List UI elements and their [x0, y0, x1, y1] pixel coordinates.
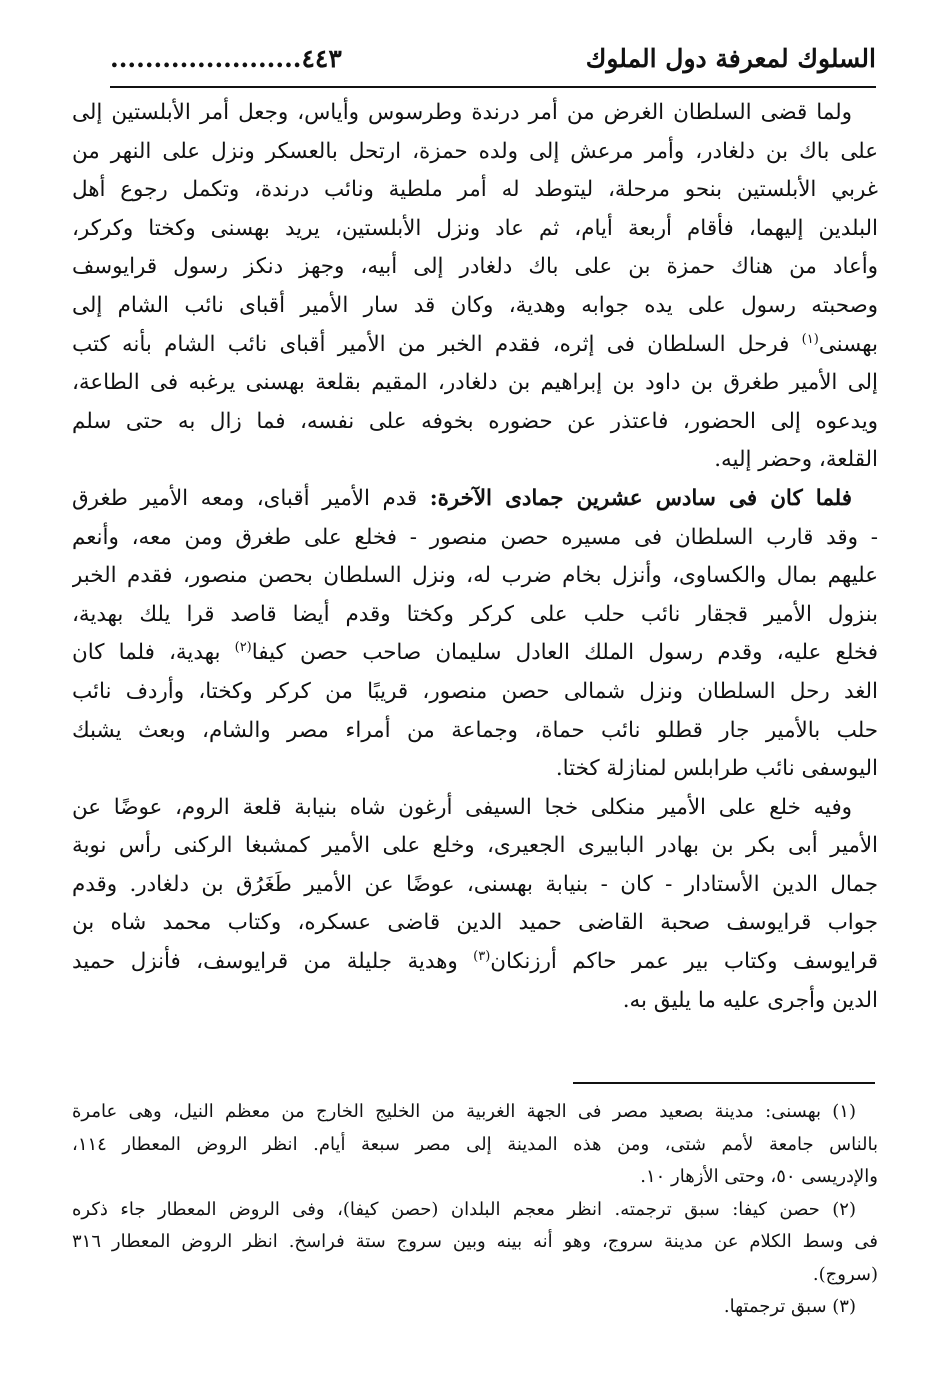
- text-line: القلعة، وحضر إليه.: [714, 447, 878, 473]
- text-line: جمال الدين الأستادار - كان - بنيابة بهسنى، عوضًا عن الأمير طَغَرُق بن دلغادر. وقدم: [72, 871, 878, 897]
- footnote-ref-1[interactable]: (١): [801, 331, 819, 347]
- text-fragment: بهسنى: [818, 331, 878, 357]
- text-line: عليهم بمال والكساوى، وأنزل بخام ضرب له، ونزل السلطان بحصن منصور، فقدم الخبر: [72, 563, 878, 589]
- text-fragment: فرحل السلطان فى إثره، فقدم الخبر من الأمير أقباى نائب الشام بأنه كتب: [72, 331, 802, 357]
- text-fragment: قدم الأمير أقباى، ومعه الأمير طغرق: [72, 485, 430, 511]
- text-line: وأعاد من هناك حمزة بن على باك دلغادر إلى أبيه، وجهز دنكز رسول قرايوسف: [72, 254, 878, 280]
- text-line: الدين وأجرى عليه ما يليق به.: [622, 987, 878, 1013]
- book-title: السلوك لمعرفة دول الملوك: [585, 44, 876, 73]
- text-fragment: قرايوسف وكتاب بير عمر حاكم أرزنكان: [490, 949, 878, 975]
- text-line: [72, 480, 878, 519]
- text-line: [72, 943, 878, 982]
- text-line: وفيه خلع على الأمير منكلى خجا السيفى أرغون شاه بنيابة قلعة الروم، عوضًا عن: [72, 794, 852, 820]
- footnote-line: فى وسط الكلام عن مدينة سروج، وهو أنه بينه وبين سروج ستة فراسخ. انظر الروض المعطار ٣١٦: [72, 1231, 878, 1252]
- text-line: إلى الأمير طغرق بن داود بن إبراهيم بن دلغادر، المقيم بقلعة بهسنى يرغبه فى الطاعة،: [72, 370, 878, 396]
- main-text: [72, 94, 878, 1020]
- text-line: بنزول الأمير قجقار نائب حلب على كركر وكختا وقدم أيضا قاصد قرا يلك بهدية،: [72, 601, 878, 627]
- text-fragment: وهدية جليلة من قرايوسف، فأنزل حميد: [72, 949, 474, 975]
- text-line: حلب بالأمير جار قطلو نائب حماة، وجماعة من أمراء مصر والشام، وبعث يشبك: [72, 717, 878, 743]
- footnote-line: والإدريسى ٥٠، وحتى الأزهار ١٠.: [640, 1166, 878, 1187]
- text-line: ويدعوه إلى الحضور، فاعتذر عن حضوره بخوفه على نفسه، فما زال به حتى سلم: [72, 408, 878, 434]
- footnote-separator: [573, 1082, 875, 1084]
- text-line: [72, 634, 878, 673]
- text-line: البلدين إليهما، فأقام أربعة أيام، ثم عاد ونزل الأبلستين، يريد بهسنى وكختا وكركر،: [72, 215, 878, 241]
- text-line: [72, 326, 878, 365]
- footnote-3: (٣) سبق ترجمتها.: [723, 1296, 856, 1317]
- text-line: اليوسفى نائب طرابلس لمنازلة كختا.: [555, 756, 878, 782]
- footnote-1: (١) بهسنى: مدينة بصعيد مصر فى الجهة الغربية من الخليج الخارج من معظم النيل، وهى عامرة: [72, 1101, 856, 1122]
- text-line: جواب قرايوسف صحبة القاضى حميد الدين قاضى عسكره، وكتاب محمد شاه بن: [72, 910, 878, 936]
- text-fragment: بهدية، فلما كان: [72, 640, 235, 666]
- text-line: وصحبته رسول على يده جوابه وهدية، وكان قد سار الأمير أقباى نائب الشام إلى: [72, 292, 878, 318]
- text-fragment: فخلع عليه، وقدم رسول الملك العادل سليمان صاحب حصن كيفا: [251, 640, 878, 666]
- text-line: ولما قضى السلطان الغرض من أمر درندة وطرسوس وأياس، وجعل أمر الأبلستين إلى: [72, 100, 852, 125]
- text-line: الأمير أبى بكر بن بهادر البابيرى الجعيرى، وخلع على الأمير كمشبغا الركنى رأس نوبة: [72, 833, 878, 859]
- running-header: [110, 40, 876, 88]
- footnote-ref-2[interactable]: (٢): [234, 640, 252, 656]
- footnotes: [72, 1096, 878, 1324]
- footnote-ref-3[interactable]: (٣): [473, 948, 491, 964]
- page-number: ٤٤٣......................: [110, 44, 342, 73]
- text-line: - وقد قارب السلطان فى مسيره حصن منصور - فخلع على طغرق ومن معه، وأنعم: [72, 524, 878, 550]
- text-line: الغد رحل السلطان ونزل شمالى حصن منصور، قريبًا من كركر وكختا، وأردف نائب: [72, 678, 878, 704]
- date-heading: فلما كان فى سادس عشرين جمادى الآخرة:: [429, 485, 852, 511]
- footnote-line: (سروج).: [812, 1263, 878, 1285]
- text-line: على باك بن دلغادر، وأمر مرعش إلى ولده حمزة، ارتحل بالعسكر ونزل على النهر من: [72, 138, 878, 164]
- text-line: غربي الأبلستين بنحو مرحلة، ليتوطد له أمر ملطية ونائب درندة، وتكمل رجوع أهل: [72, 177, 878, 203]
- footnote-line: بالناس جامعة لأمم شتى، ومن هذه المدينة إلى مصر سبعة أيام. انظر الروض المعطار ١١٤،: [72, 1133, 878, 1155]
- footnote-2: (٢) حصن كيفا: سبق ترجمته. انظر معجم البلدان (حصن كيفا)، وفى الروض المعطار جاء ذكره: [72, 1198, 856, 1220]
